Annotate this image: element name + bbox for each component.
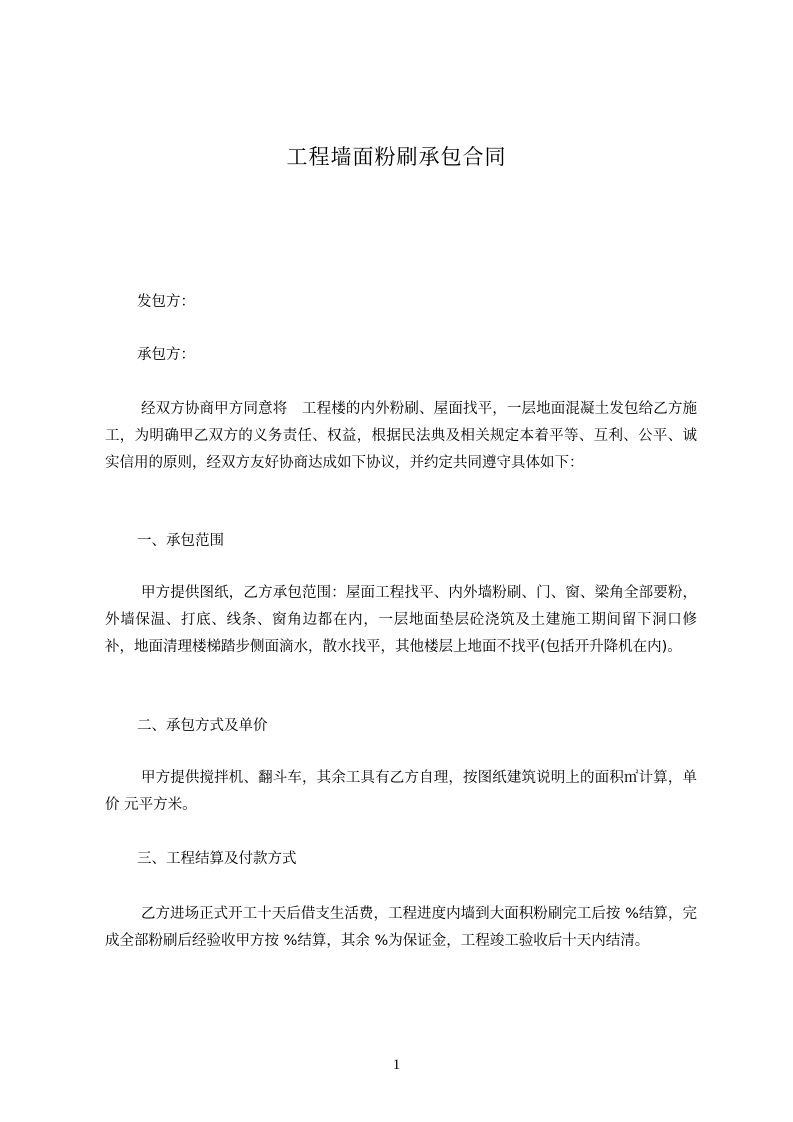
section-3-body: 乙方进场正式开工十天后借支生活费，工程进度内墙到大面积粉刷完工后按 %结算，完成全部粉刷后经验收甲方按 %结算，其余 %为保证金，工程竣工验收后十天内结清。 xyxy=(105,906,697,949)
section-2-heading: 二、承包方式及单价 xyxy=(137,718,268,734)
page-number: 1 xyxy=(392,1057,401,1073)
section-1-heading: 一、承包范围 xyxy=(137,533,224,549)
party-b-label: 承包方： xyxy=(137,347,195,363)
document-title: 工程墙面粉刷承包合同 xyxy=(286,145,507,169)
intro-paragraph: 经双方协商甲方同意将 工程楼的内外粉刷、屋面找平，一层地面混凝土发包给乙方施工，为明确甲乙双方的义务责任、权益，根据民法典及相关规定本着平等、互利、公平、诚实信用的原则，经双方友好协商达成如下协议，并约定共同遵守具体如下： xyxy=(105,401,697,471)
section-3-heading: 三、工程结算及付款方式 xyxy=(137,851,297,867)
section-1-body: 甲方提供图纸，乙方承包范围：屋面工程找平、内外墙粉刷、门、窗、梁角全部要粉，外墙保温、打底、线条、窗角边都在内，一层地面垫层砼浇筑及土建施工期间留下洞口修补，地面清理楼梯踏步侧面滴水，散水找平，其他楼层上地面不找平(包括开升降机在内)。 xyxy=(105,585,697,655)
party-a-label: 发包方： xyxy=(137,294,195,310)
section-2-body: 甲方提供搅拌机、翻斗车，其余工具有乙方自理，按图纸建筑说明上的面积㎡计算，单价 元平方米。 xyxy=(105,770,697,813)
